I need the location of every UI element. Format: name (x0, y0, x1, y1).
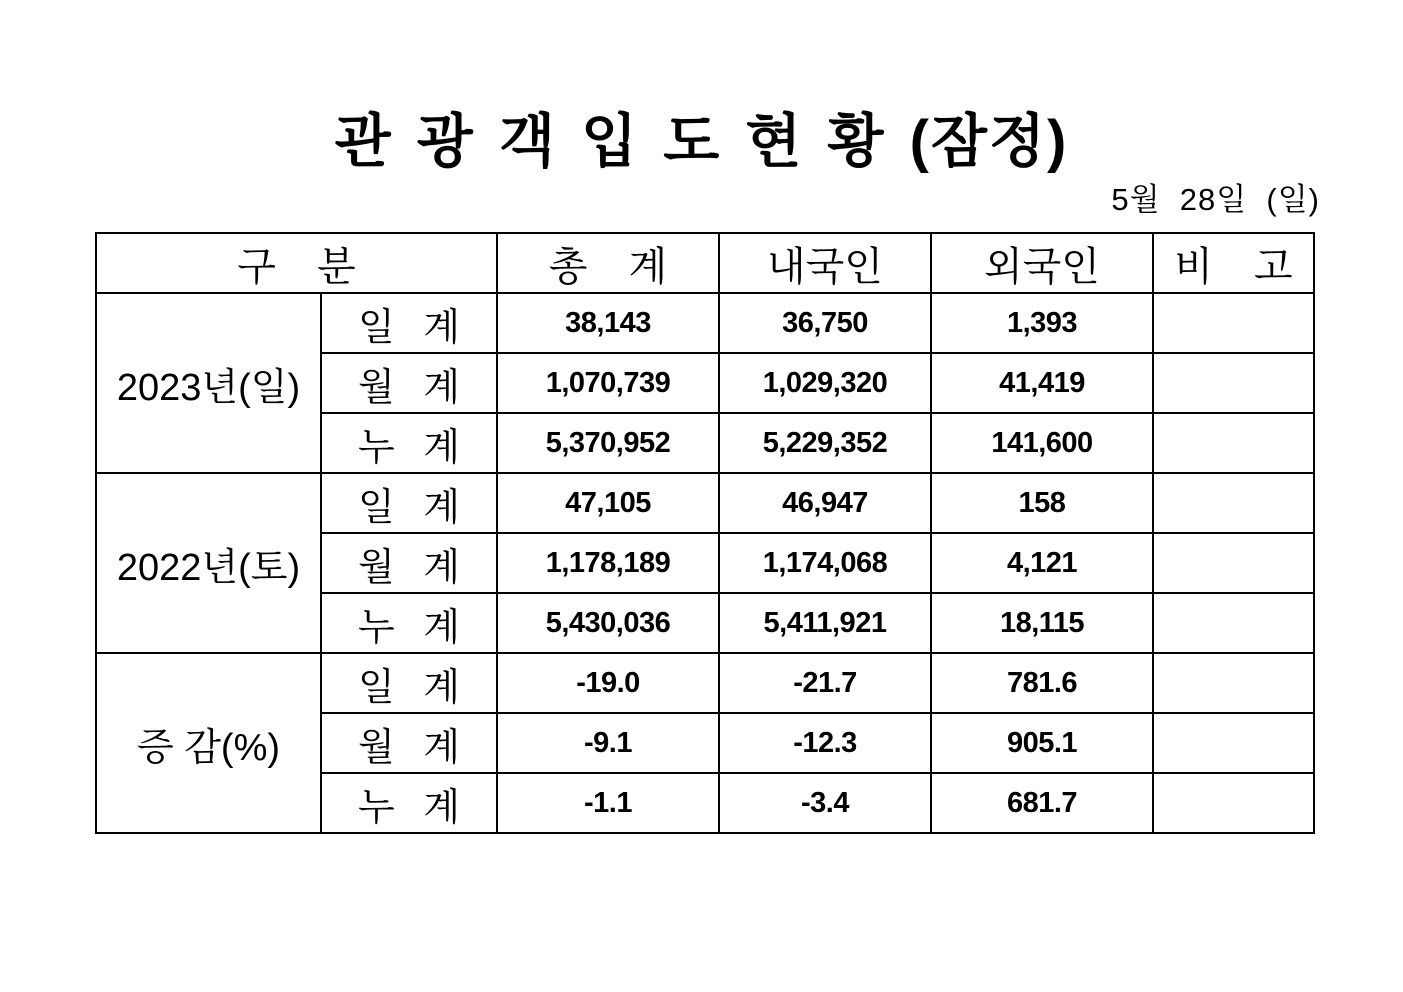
cell-foreign: 681.7 (931, 773, 1153, 833)
cell-domestic: -12.3 (719, 713, 931, 773)
cell-note (1153, 473, 1314, 533)
cell-total: -19.0 (497, 653, 719, 713)
row-label: 월 계 (321, 533, 497, 593)
cell-domestic: 1,174,068 (719, 533, 931, 593)
arrivals-table (95, 232, 1315, 834)
cell-domestic: 36,750 (719, 293, 931, 353)
row-label: 월 계 (321, 353, 497, 413)
header-domestic: 내국인 (719, 233, 931, 293)
cell-total: 1,178,189 (497, 533, 719, 593)
cell-domestic: 46,947 (719, 473, 931, 533)
header-note: 비 고 (1153, 233, 1314, 293)
cell-domestic: 5,411,921 (719, 593, 931, 653)
row-label: 월 계 (321, 713, 497, 773)
cell-total: 47,105 (497, 473, 719, 533)
cell-note (1153, 593, 1314, 653)
cell-note (1153, 773, 1314, 833)
table-row (96, 653, 1314, 713)
cell-note (1153, 653, 1314, 713)
table-header-row (96, 233, 1314, 293)
row-label: 누 계 (321, 773, 497, 833)
table-row (96, 293, 1314, 353)
cell-total: 1,070,739 (497, 353, 719, 413)
cell-total: -1.1 (497, 773, 719, 833)
cell-total: 5,370,952 (497, 413, 719, 473)
table-row (96, 473, 1314, 533)
header-total: 총 계 (497, 233, 719, 293)
document-title: 관 광 객 입 도 현 황 (잠정) (334, 109, 1069, 174)
group-label-2023: 2023년(일) (96, 293, 321, 473)
cell-foreign: 141,600 (931, 413, 1153, 473)
row-label: 일 계 (321, 653, 497, 713)
header-foreign: 외국인 (931, 233, 1153, 293)
cell-foreign: 41,419 (931, 353, 1153, 413)
cell-note (1153, 353, 1314, 413)
cell-total: 38,143 (497, 293, 719, 353)
row-label: 일 계 (321, 473, 497, 533)
cell-foreign: 18,115 (931, 593, 1153, 653)
cell-foreign: 158 (931, 473, 1153, 533)
cell-note (1153, 413, 1314, 473)
cell-note (1153, 533, 1314, 593)
cell-foreign: 905.1 (931, 713, 1153, 773)
cell-note (1153, 293, 1314, 353)
report-date: 5월 28일 (일) (1111, 182, 1320, 217)
cell-foreign: 1,393 (931, 293, 1153, 353)
header-category: 구 분 (96, 233, 497, 293)
cell-foreign: 781.6 (931, 653, 1153, 713)
group-label-2022: 2022년(토) (96, 473, 321, 653)
group-label-change: 증 감(%) (96, 653, 321, 833)
cell-total: 5,430,036 (497, 593, 719, 653)
row-label: 누 계 (321, 593, 497, 653)
row-label: 일 계 (321, 293, 497, 353)
cell-domestic: 1,029,320 (719, 353, 931, 413)
cell-domestic: -21.7 (719, 653, 931, 713)
cell-foreign: 4,121 (931, 533, 1153, 593)
cell-total: -9.1 (497, 713, 719, 773)
cell-note (1153, 713, 1314, 773)
row-label: 누 계 (321, 413, 497, 473)
cell-domestic: -3.4 (719, 773, 931, 833)
cell-domestic: 5,229,352 (719, 413, 931, 473)
